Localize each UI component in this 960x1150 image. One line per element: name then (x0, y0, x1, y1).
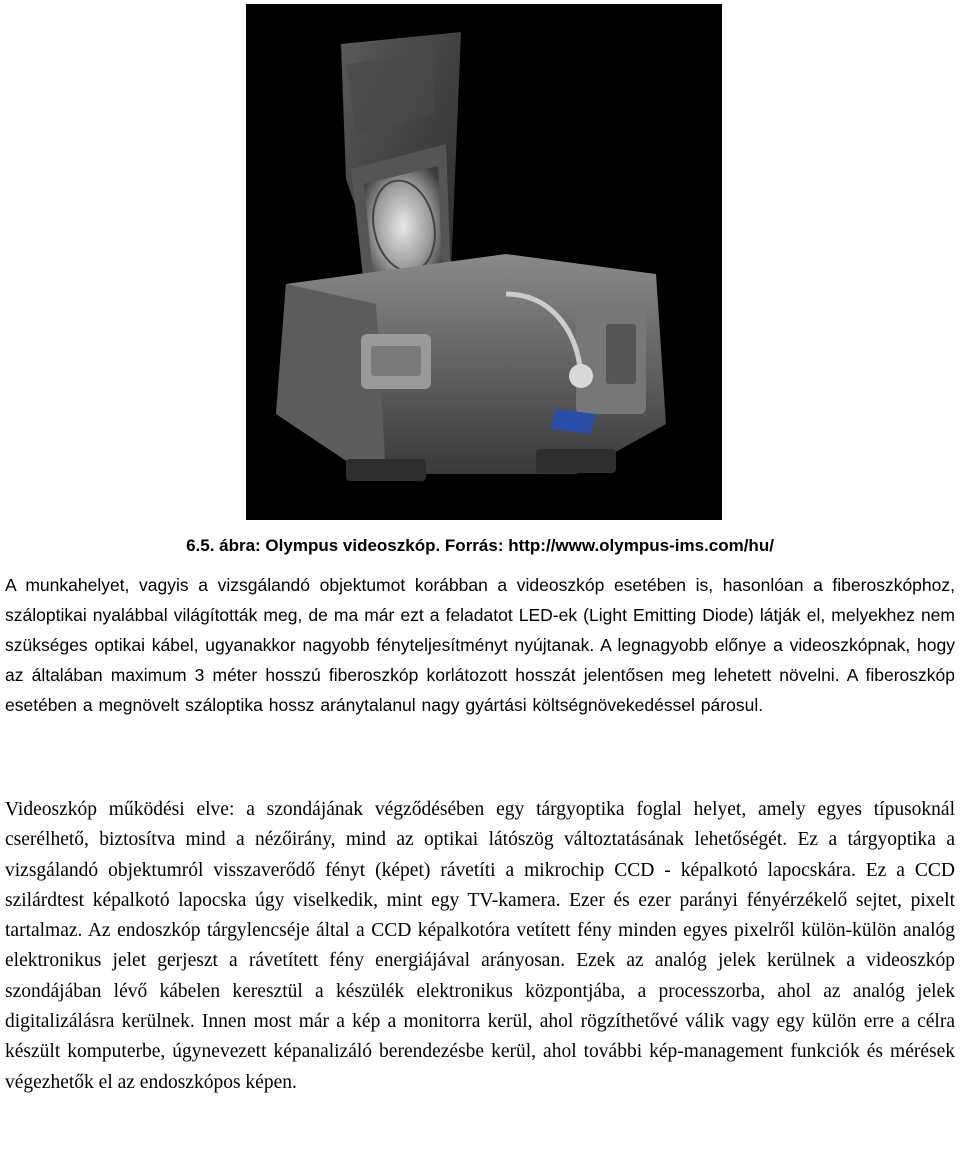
paragraph-operating-principle: Videoszkóp működési elve: a szondájának végződésében egy tárgyoptika foglal helyet, amely egyes típusoknál cserélhető, biztosítva mind a nézőirány, mind az optikai látószög változtatásának lehetőségét. Ez a tárgyoptika a vizsgálandó objektumról visszaverődő fényt (képet) rávetíti a mikrochip CCD - képalkotó lapocskára. Ez a CCD szilárdtest képalkotó lapocska úgy viselkedik, mint egy TV-kamera. Ezer és ezer parányi fényérzékelő sejtet, pixelt tartalmaz. Az endoszkóp tárgylencséje által a CCD képalkotóra vetített fény minden egyes pixelről külön-külön analóg elektronikus jelet gerjeszt a rávetített fény energiájával arányosan. Ezek az analóg jelek kerülnek a videoszkóp szondájában lévő kábelen keresztül a készülék elektronikus központjába, a processzorba, ahol az analóg jelek digitalizálásra kerülnek. Innen most már a kép a monitorra kerül, ahol rögzíthetővé válik vagy egy külön erre a célra készült komputerbe, úgynevezett képanalizáló berendezésbe kerül, ahol további kép-management funkciók és mérések végezhetők el az endoszkópos képen. (5, 799, 955, 1093)
videoscope-illustration (246, 4, 722, 520)
connector (569, 364, 593, 388)
figure-caption: 6.5. ábra: Olympus videoszkóp. Forrás: http://www.olympus-ims.com/hu/ (186, 536, 774, 555)
figure-image (246, 4, 722, 520)
paragraph-led-illumination: A munkahelyet, vagyis a vizsgálandó objektumot korábban a videoszkóp esetében is, hasonlóan a fiberoszkóphoz, száloptikai nyalábbal világították meg, de ma már ezt a feladatot LED-ek (Light Emitting Diode) látják el, melyekhez nem szükséges optikai kábel, ugyanakkor nagyobb fényteljesítményt nyújtanak. A legnagyobb előnye a videoszkópnak, hogy az általában maximum 3 méter hosszú fiberoszkóp korlátozott hosszát jelentősen meg lehetett növelni. A fiberoszkóp esetében a megnövelt száloptika hossz aránytalanul nagy gyártási költségnövekedéssel párosul. (5, 575, 955, 715)
